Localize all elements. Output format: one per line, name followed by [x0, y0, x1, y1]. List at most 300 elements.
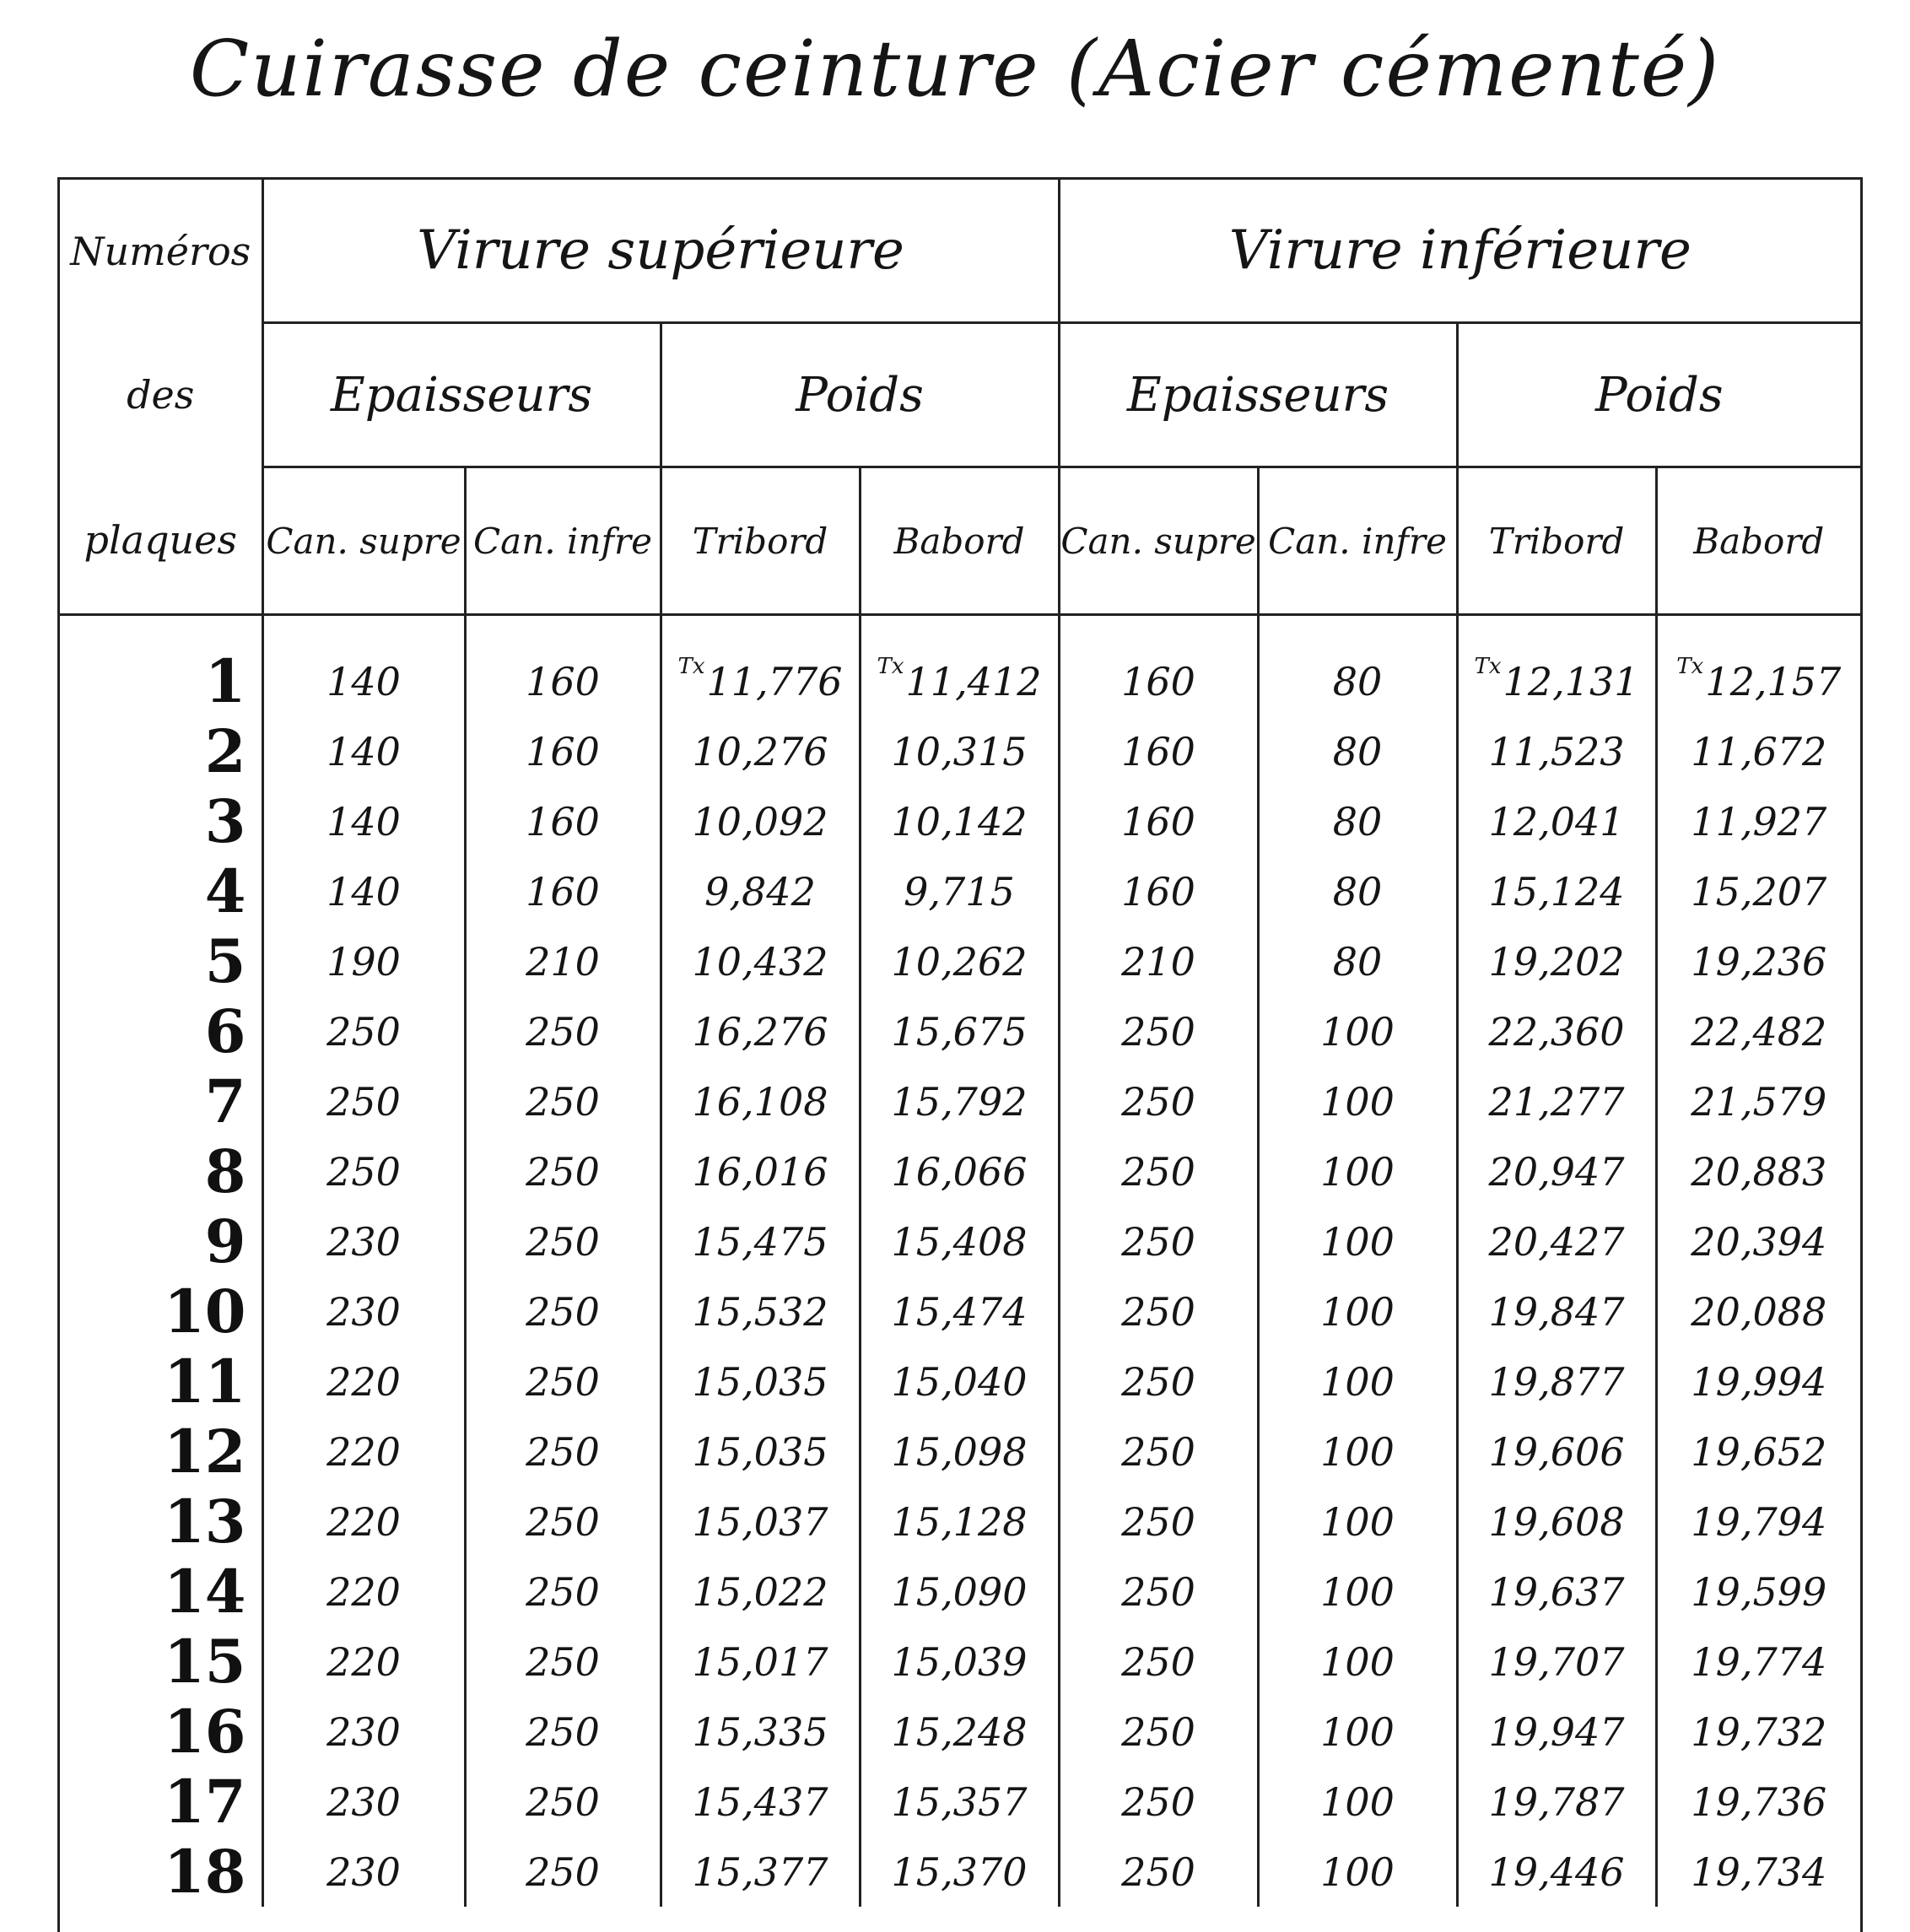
cell-value: 15,437: [692, 1778, 828, 1825]
cell-value: 16,108: [692, 1078, 828, 1125]
upper-can-inf-cell: [465, 716, 661, 786]
lower-tribord-cell: [1457, 1557, 1656, 1627]
cell-value: 100: [1320, 1148, 1395, 1195]
cell-value: 250: [526, 1428, 600, 1475]
lower-tribord-cell: [1457, 1767, 1656, 1837]
lower-tribord-cell: [1457, 1206, 1656, 1276]
table-row: [60, 996, 1860, 1066]
lower-can-sup-cell: [1059, 1767, 1258, 1837]
cell-value: 10,315: [891, 728, 1028, 774]
cell-value: 20,394: [1691, 1218, 1827, 1265]
lower-tribord-cell: [1457, 1697, 1656, 1767]
upper-can-sup-cell: [262, 1417, 465, 1487]
upper-babord-cell: [860, 1557, 1059, 1627]
cell-value: 80: [1332, 658, 1383, 704]
cell-value: 9,842: [704, 868, 816, 915]
upper-can-inf-cell: [465, 786, 661, 856]
col-upper-tribord: Tribord: [661, 467, 860, 615]
cell-value: 250: [1121, 1078, 1195, 1125]
plate-number: [60, 1066, 262, 1136]
lower-can-sup-cell: [1059, 1066, 1258, 1136]
upper-can-sup-cell: [262, 996, 465, 1066]
col-lower-babord: Babord: [1656, 467, 1860, 615]
cell-value: 8: [204, 1136, 246, 1206]
cell-value: 15,035: [692, 1358, 828, 1405]
unit-mark: Tx: [877, 653, 904, 679]
plate-number: [60, 1627, 262, 1697]
table-header: [60, 180, 1860, 615]
upper-can-sup-cell: [262, 1627, 465, 1697]
upper-babord-cell: [860, 716, 1059, 786]
cell-value: 190: [326, 938, 401, 985]
cell-value: 250: [526, 1078, 600, 1125]
lower-babord-cell: [1656, 1136, 1860, 1206]
cell-value: 100: [1320, 1078, 1395, 1125]
lower-babord-cell: [1656, 1346, 1860, 1417]
upper-babord-cell: [860, 926, 1059, 996]
cell-value: 19,606: [1488, 1428, 1625, 1475]
cell-value: 250: [1121, 1778, 1195, 1825]
cell-value: 230: [326, 1218, 401, 1265]
lower-can-inf-cell: [1258, 856, 1457, 926]
plate-number: [60, 996, 262, 1066]
lower-can-inf-cell: [1258, 1697, 1457, 1767]
cell-value: 10,092: [692, 798, 828, 845]
col-upper-can-inf: Can. infre: [465, 467, 661, 615]
cell-value: 250: [1121, 1358, 1195, 1405]
lower-can-sup-cell: [1059, 856, 1258, 926]
lower-tribord-cell: [1457, 1487, 1656, 1557]
cell-value: 10,262: [891, 938, 1028, 985]
page-title: Cuirasse de ceinture (Acier cémenté): [189, 24, 1721, 114]
lower-babord-cell: [1656, 1066, 1860, 1136]
upper-tribord-cell: [661, 1837, 860, 1907]
lower-can-sup-cell: [1059, 1206, 1258, 1276]
cell-value: 15,475: [692, 1218, 828, 1265]
cell-value: 19,877: [1488, 1358, 1625, 1405]
table-row: [60, 716, 1860, 786]
cell-value: 4: [204, 856, 246, 926]
upper-can-sup-cell: [262, 1346, 465, 1417]
cell-value: 20,088: [1691, 1288, 1827, 1335]
lower-can-sup-cell: [1059, 926, 1258, 996]
lower-can-inf-cell: [1258, 1417, 1457, 1487]
cell-value: 15,248: [891, 1708, 1028, 1755]
cell-value: 15,370: [891, 1848, 1028, 1895]
plate-number: [60, 646, 262, 716]
cell-value: 19,599: [1691, 1568, 1827, 1615]
cell-value: 10: [164, 1276, 246, 1346]
cell-value: 100: [1320, 1498, 1395, 1545]
cell-value: 15,128: [891, 1498, 1028, 1545]
cell-value: 16,276: [692, 1008, 828, 1055]
lower-tribord-cell: [1457, 1837, 1656, 1907]
upper-can-sup-cell: [262, 1136, 465, 1206]
cell-value: 2: [204, 716, 246, 786]
lower-can-inf-cell: [1258, 1487, 1457, 1557]
cell-value: 220: [326, 1568, 401, 1615]
upper-can-inf-cell: [465, 1697, 661, 1767]
lower-can-sup-cell: [1059, 1627, 1258, 1697]
upper-weight-heading: Poids: [661, 323, 1059, 467]
upper-can-sup-cell: [262, 786, 465, 856]
table-row: [60, 1066, 1860, 1136]
table-row: [60, 856, 1860, 926]
cell-value: 220: [326, 1638, 401, 1685]
upper-can-inf-cell: [465, 1627, 661, 1697]
cell-value: 220: [326, 1428, 401, 1475]
table-row: [60, 646, 1860, 716]
table-row: [60, 1346, 1860, 1417]
plate-number: [60, 1276, 262, 1346]
cell-value: 100: [1320, 1708, 1395, 1755]
upper-can-inf-cell: [465, 1276, 661, 1346]
lower-can-sup-cell: [1059, 716, 1258, 786]
lower-tribord-cell: [1457, 926, 1656, 996]
table-row: [60, 1557, 1860, 1627]
plate-number: [60, 1136, 262, 1206]
upper-can-inf-cell: [465, 856, 661, 926]
lower-can-inf-cell: [1258, 1276, 1457, 1346]
cell-value: 22,482: [1691, 1008, 1827, 1055]
unit-mark: Tx: [1474, 653, 1502, 679]
cell-value: 1: [204, 646, 246, 716]
cell-value: 15,207: [1691, 868, 1827, 915]
plate-number: [60, 1557, 262, 1627]
cell-value: 15,090: [891, 1568, 1028, 1615]
upper-tribord-cell: [661, 1557, 860, 1627]
cell-value: 250: [526, 1708, 600, 1755]
upper-can-inf-cell: [465, 926, 661, 996]
upper-can-sup-cell: [262, 926, 465, 996]
lower-tribord-cell: [1457, 646, 1656, 716]
lower-can-inf-cell: [1258, 1206, 1457, 1276]
upper-babord-cell: [860, 1767, 1059, 1837]
cell-value: 250: [326, 1078, 401, 1125]
plate-number: [60, 1206, 262, 1276]
cell-value: 19,994: [1691, 1358, 1827, 1405]
cell-value: 15,532: [692, 1288, 828, 1335]
cell-value: 7: [204, 1066, 246, 1136]
cell-value: 20,947: [1488, 1148, 1625, 1195]
lower-tribord-cell: [1457, 716, 1656, 786]
cell-value: 250: [526, 1218, 600, 1265]
cell-value: 15,017: [692, 1638, 828, 1685]
cell-value: 22,360: [1488, 1008, 1625, 1055]
lower-can-sup-cell: [1059, 1697, 1258, 1767]
ledger-table: [60, 180, 1860, 1907]
cell-value: 18: [164, 1837, 246, 1907]
cell-value: 3: [204, 786, 246, 856]
cell-value: 10,142: [891, 798, 1028, 845]
cell-value: 15,474: [891, 1288, 1028, 1335]
cell-value: 250: [1121, 1148, 1195, 1195]
lower-can-sup-cell: [1059, 1487, 1258, 1557]
lower-tribord-cell: [1457, 786, 1656, 856]
lower-tribord-cell: [1457, 996, 1656, 1066]
table-row: [60, 1837, 1860, 1907]
upper-can-sup-cell: [262, 1487, 465, 1557]
lower-babord-cell: [1656, 1417, 1860, 1487]
cell-value: 6: [204, 996, 246, 1066]
cell-value: 11,672: [1691, 728, 1827, 774]
cell-value: 19,736: [1691, 1778, 1827, 1825]
cell-value: 11,776: [706, 658, 843, 704]
table-row: [60, 1627, 1860, 1697]
cell-value: 230: [326, 1708, 401, 1755]
lower-can-sup-cell: [1059, 1557, 1258, 1627]
numeros-label: Numéros: [70, 228, 251, 274]
plate-number: [60, 1487, 262, 1557]
cell-value: 11,412: [905, 658, 1042, 704]
cell-value: 19,202: [1488, 938, 1625, 985]
cell-value: 220: [326, 1358, 401, 1405]
cell-value: 9: [204, 1206, 246, 1276]
cell-value: 160: [1121, 728, 1195, 774]
cell-value: 19,734: [1691, 1848, 1827, 1895]
cell-value: 250: [1121, 1428, 1195, 1475]
col-upper-babord: Babord: [860, 467, 1059, 615]
col-lower-tribord: Tribord: [1457, 467, 1656, 615]
cell-value: 15,124: [1488, 868, 1625, 915]
cell-value: 21,277: [1488, 1078, 1625, 1125]
cell-value: 250: [526, 1288, 600, 1335]
plate-number: [60, 926, 262, 996]
cell-value: 250: [526, 1848, 600, 1895]
upper-babord-cell: [860, 1276, 1059, 1346]
lower-babord-cell: [1656, 1697, 1860, 1767]
plate-number: [60, 786, 262, 856]
lower-can-sup-cell: [1059, 786, 1258, 856]
upper-can-sup-cell: [262, 1767, 465, 1837]
upper-can-inf-cell: [465, 1066, 661, 1136]
cell-value: 160: [526, 798, 600, 845]
cell-value: 250: [1121, 1568, 1195, 1615]
lower-can-inf-cell: [1258, 996, 1457, 1066]
plate-number: [60, 1697, 262, 1767]
upper-tribord-cell: [661, 1206, 860, 1276]
upper-tribord-cell: [661, 1346, 860, 1417]
cell-value: 9,715: [904, 868, 1015, 915]
upper-tribord-cell: [661, 1767, 860, 1837]
upper-babord-cell: [860, 996, 1059, 1066]
upper-can-sup-cell: [262, 856, 465, 926]
table-row: [60, 1767, 1860, 1837]
upper-can-sup-cell: [262, 1557, 465, 1627]
lower-can-sup-cell: [1059, 1276, 1258, 1346]
upper-tribord-cell: [661, 996, 860, 1066]
cell-value: 250: [1121, 1498, 1195, 1545]
cell-value: 12,157: [1705, 658, 1842, 704]
lower-can-inf-cell: [1258, 786, 1457, 856]
lower-can-sup-cell: [1059, 1346, 1258, 1417]
upper-can-inf-cell: [465, 1206, 661, 1276]
cell-value: 160: [1121, 798, 1195, 845]
lower-can-inf-cell: [1258, 1627, 1457, 1697]
unit-mark: Tx: [677, 653, 705, 679]
lower-tribord-cell: [1457, 1346, 1656, 1417]
plaques-label: plaques: [60, 467, 262, 615]
lower-babord-cell: [1656, 926, 1860, 996]
lower-thickness-heading: Epaisseurs: [1059, 323, 1457, 467]
table-row: [60, 1417, 1860, 1487]
cell-value: 250: [526, 1568, 600, 1615]
cell-value: 160: [1121, 658, 1195, 704]
table-row: [60, 926, 1860, 996]
cell-value: 15,037: [692, 1498, 828, 1545]
upper-babord-cell: [860, 1487, 1059, 1557]
lower-tribord-cell: [1457, 1276, 1656, 1346]
plate-number: [60, 1837, 262, 1907]
lower-tribord-cell: [1457, 856, 1656, 926]
lower-can-sup-cell: [1059, 646, 1258, 716]
cell-value: 19,732: [1691, 1708, 1827, 1755]
cell-value: 210: [1121, 938, 1195, 985]
cell-value: 160: [1121, 868, 1195, 915]
cell-value: 15,792: [891, 1078, 1028, 1125]
plate-number: [60, 1417, 262, 1487]
upper-can-sup-cell: [262, 646, 465, 716]
cell-value: 250: [1121, 1218, 1195, 1265]
lower-can-inf-cell: [1258, 1837, 1457, 1907]
unit-mark: Tx: [1676, 653, 1704, 679]
plate-number: [60, 1346, 262, 1417]
upper-can-inf-cell: [465, 1417, 661, 1487]
lower-band-heading: Virure inférieure: [1059, 180, 1860, 323]
lower-can-inf-cell: [1258, 1136, 1457, 1206]
upper-babord-cell: [860, 646, 1059, 716]
upper-tribord-cell: [661, 1066, 860, 1136]
table-row: [60, 1206, 1860, 1276]
lower-can-inf-cell: [1258, 926, 1457, 996]
cell-value: 250: [1121, 1708, 1195, 1755]
plate-number: [60, 856, 262, 926]
cell-value: 10,276: [692, 728, 828, 774]
lower-can-inf-cell: [1258, 716, 1457, 786]
upper-tribord-cell: [661, 786, 860, 856]
cell-value: 21,579: [1691, 1078, 1827, 1125]
lower-can-inf-cell: [1258, 646, 1457, 716]
lower-can-inf-cell: [1258, 1767, 1457, 1837]
upper-tribord-cell: [661, 1627, 860, 1697]
cell-value: 15,035: [692, 1428, 828, 1475]
upper-tribord-cell: [661, 1276, 860, 1346]
table-row: [60, 1487, 1860, 1557]
plate-number: [60, 1767, 262, 1837]
upper-tribord-cell: [661, 856, 860, 926]
cell-value: 11,523: [1488, 728, 1625, 774]
cell-value: 15: [164, 1627, 246, 1697]
cell-value: 19,707: [1488, 1638, 1625, 1685]
lower-babord-cell: [1656, 1276, 1860, 1346]
cell-value: 160: [526, 658, 600, 704]
table-body: [60, 615, 1860, 1908]
table-row: [60, 1697, 1860, 1767]
table-row: [60, 1276, 1860, 1346]
cell-value: 15,335: [692, 1708, 828, 1755]
cell-value: 20,883: [1691, 1148, 1827, 1195]
cell-value: 13: [164, 1487, 246, 1557]
col-lower-can-sup: Can. supre: [1059, 467, 1258, 615]
cell-value: 250: [526, 1778, 600, 1825]
upper-can-inf-cell: [465, 1837, 661, 1907]
cell-value: 220: [326, 1498, 401, 1545]
upper-can-sup-cell: [262, 716, 465, 786]
lower-can-inf-cell: [1258, 1066, 1457, 1136]
cell-value: 250: [326, 1008, 401, 1055]
cell-value: 250: [526, 1358, 600, 1405]
cell-value: 15,039: [891, 1638, 1028, 1685]
upper-tribord-cell: [661, 1487, 860, 1557]
upper-can-inf-cell: [465, 1136, 661, 1206]
plate-number: [60, 716, 262, 786]
cell-value: 19,652: [1691, 1428, 1827, 1475]
upper-babord-cell: [860, 1346, 1059, 1417]
cell-value: 19,787: [1488, 1778, 1625, 1825]
cell-value: 20,427: [1488, 1218, 1625, 1265]
cell-value: 100: [1320, 1428, 1395, 1475]
upper-tribord-cell: [661, 926, 860, 996]
cell-value: 14: [164, 1557, 246, 1627]
upper-babord-cell: [860, 1136, 1059, 1206]
upper-can-sup-cell: [262, 1206, 465, 1276]
lower-can-sup-cell: [1059, 996, 1258, 1066]
cell-value: 15,675: [891, 1008, 1028, 1055]
upper-tribord-cell: [661, 1417, 860, 1487]
cell-value: 140: [326, 868, 401, 915]
cell-value: 19,847: [1488, 1288, 1625, 1335]
lower-weight-heading: Poids: [1457, 323, 1860, 467]
lower-can-sup-cell: [1059, 1417, 1258, 1487]
upper-babord-cell: [860, 786, 1059, 856]
cell-value: 15,022: [692, 1568, 828, 1615]
cell-value: 100: [1320, 1008, 1395, 1055]
cell-value: 17: [164, 1767, 246, 1837]
cell-value: 100: [1320, 1218, 1395, 1265]
cell-value: 12,131: [1503, 658, 1639, 704]
cell-value: 100: [1320, 1288, 1395, 1335]
upper-babord-cell: [860, 1066, 1059, 1136]
armor-plate-table: [57, 177, 1863, 1932]
cell-value: 12,041: [1488, 798, 1625, 845]
cell-value: 80: [1332, 868, 1383, 915]
upper-can-inf-cell: [465, 996, 661, 1066]
cell-value: 100: [1320, 1568, 1395, 1615]
cell-value: 19,947: [1488, 1708, 1625, 1755]
upper-tribord-cell: [661, 1136, 860, 1206]
cell-value: 250: [526, 1498, 600, 1545]
upper-can-inf-cell: [465, 1346, 661, 1417]
cell-value: 12: [164, 1417, 246, 1487]
lower-babord-cell: [1656, 1837, 1860, 1907]
cell-value: 80: [1332, 728, 1383, 774]
upper-can-inf-cell: [465, 1767, 661, 1837]
upper-tribord-cell: [661, 646, 860, 716]
cell-value: 80: [1332, 938, 1383, 985]
cell-value: 160: [526, 868, 600, 915]
cell-value: 250: [1121, 1288, 1195, 1335]
upper-tribord-cell: [661, 716, 860, 786]
cell-value: 230: [326, 1778, 401, 1825]
table-row: [60, 786, 1860, 856]
cell-value: 250: [1121, 1638, 1195, 1685]
cell-value: 250: [1121, 1848, 1195, 1895]
cell-value: 19,637: [1488, 1568, 1625, 1615]
cell-value: 15,040: [891, 1358, 1028, 1405]
upper-babord-cell: [860, 1837, 1059, 1907]
cell-value: 15,377: [692, 1848, 828, 1895]
upper-can-sup-cell: [262, 1697, 465, 1767]
